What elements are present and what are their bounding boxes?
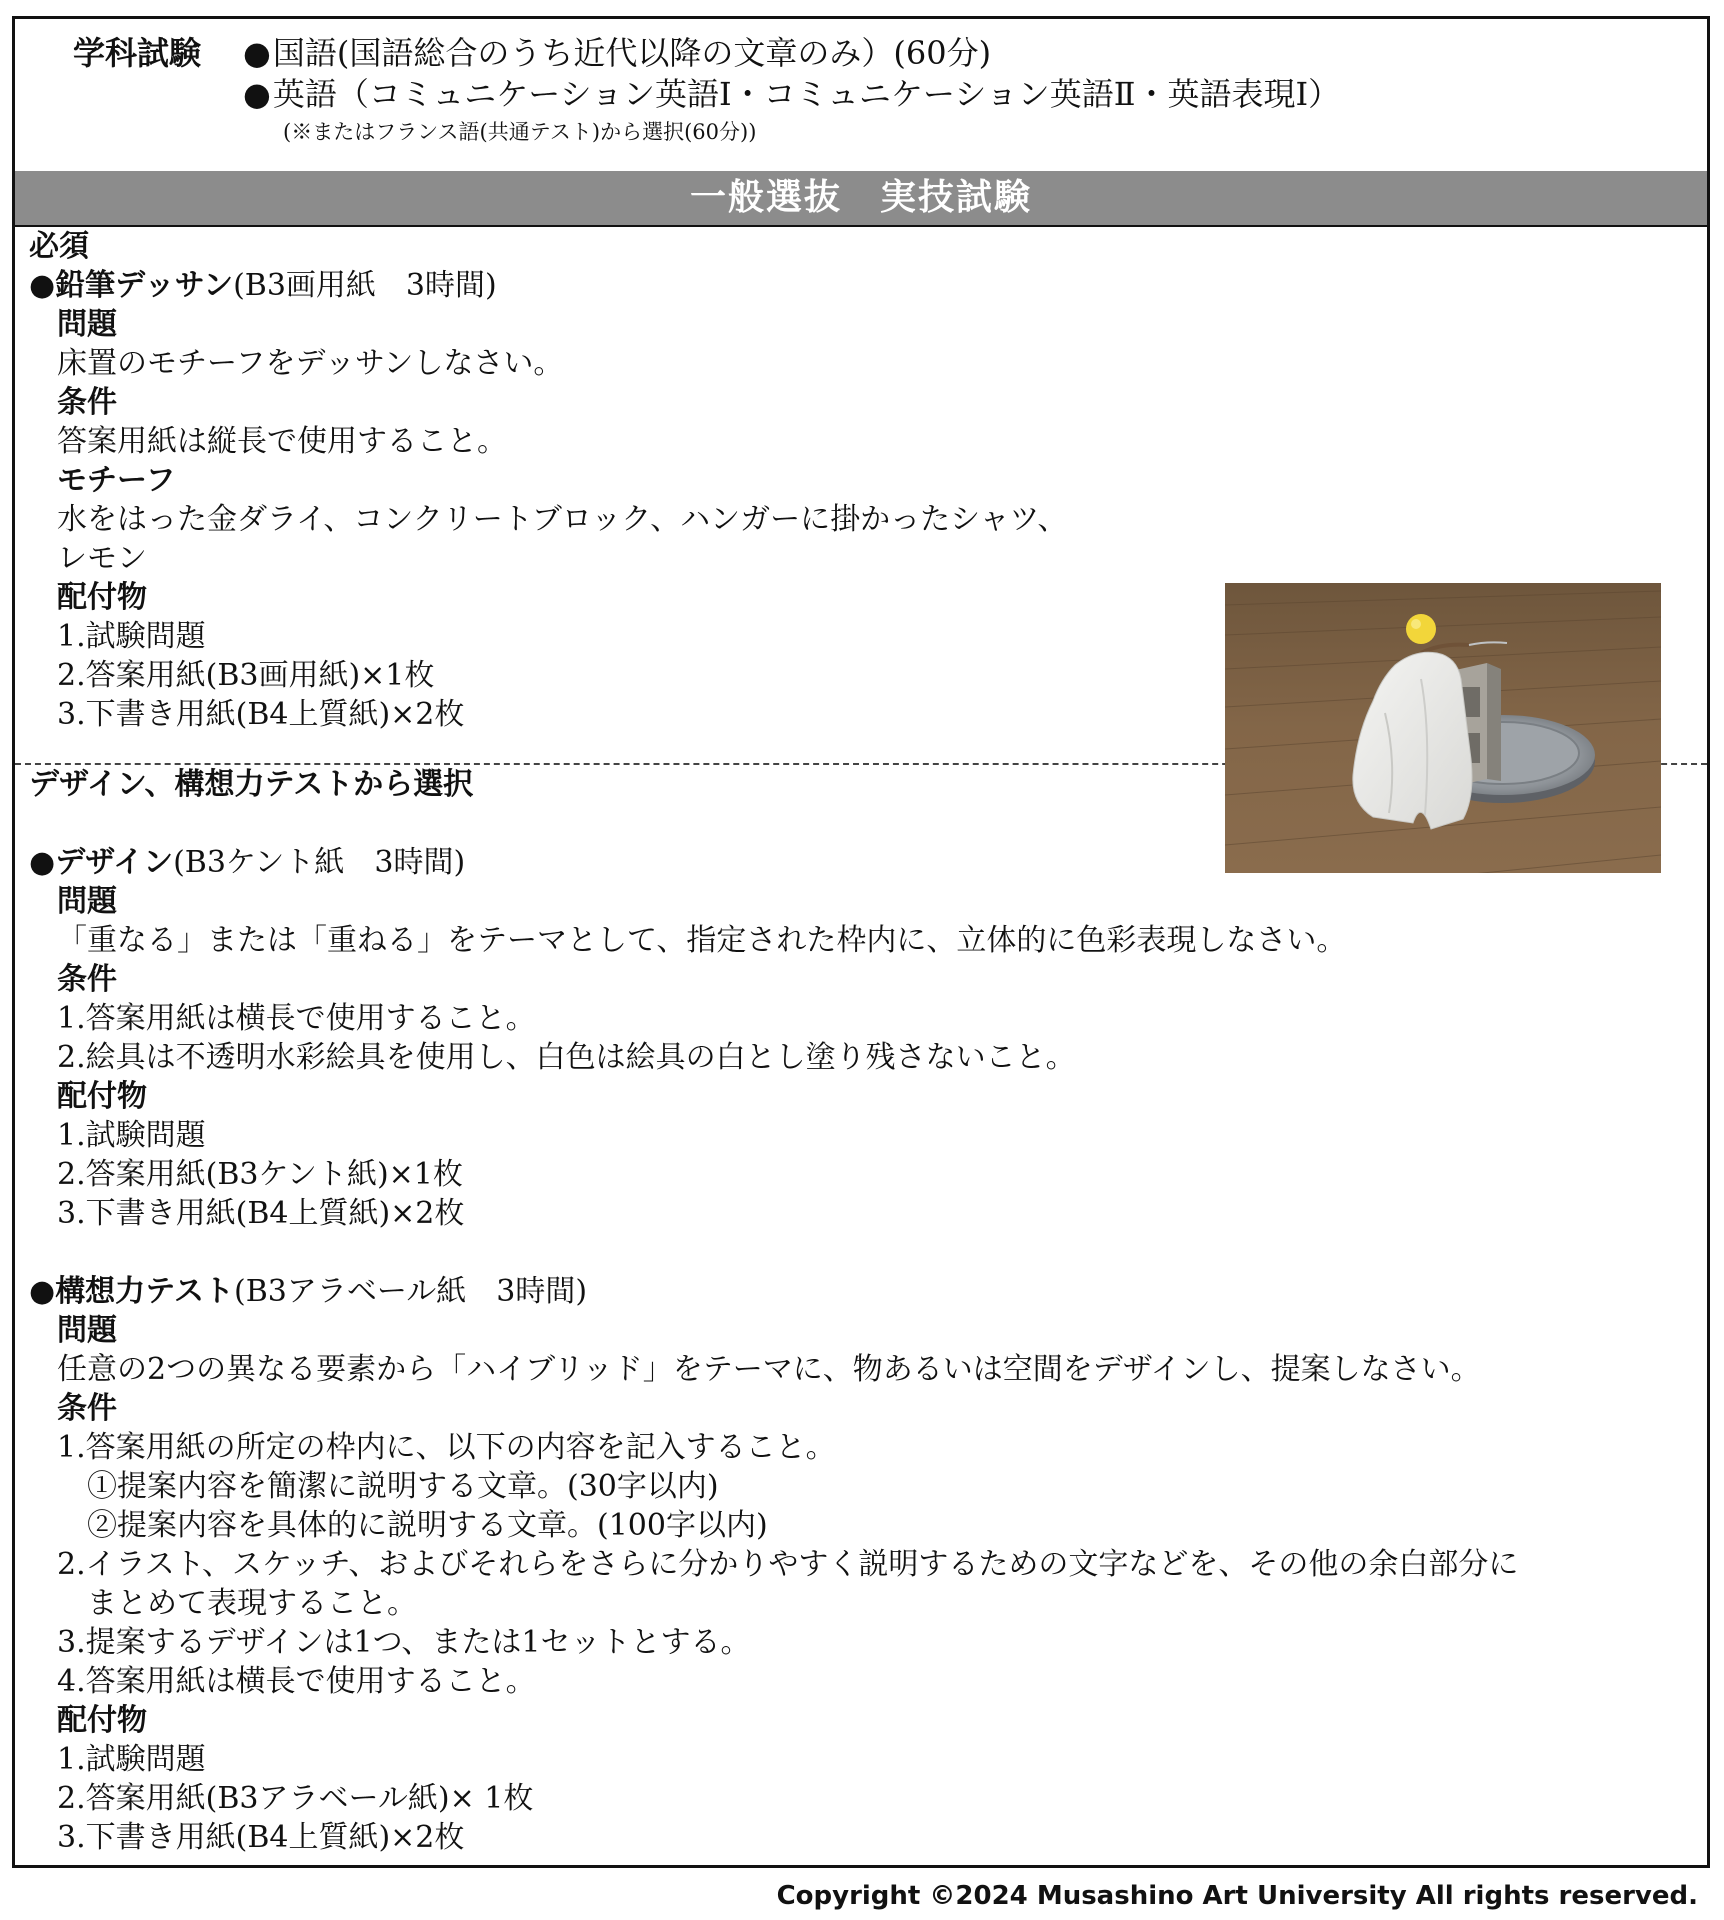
materials-item: 2.答案用紙(B3アラベール紙)× 1枚 — [57, 1781, 534, 1816]
pencil-drawing-title — [15, 266, 1707, 305]
condition-item: 1.答案用紙は横長で使用すること。 — [57, 1001, 536, 1036]
subject-exam-label: 学科試験 — [73, 34, 202, 72]
exam-sheet — [12, 16, 1710, 1868]
materials-item: 1.試験問題 — [57, 619, 206, 654]
choice-section — [15, 765, 1707, 1865]
materials-item: 3.下書き用紙(B4上質紙)×2枚 — [57, 1820, 465, 1855]
materials-item: 1.試験問題 — [57, 1742, 206, 1777]
lemon — [1406, 614, 1436, 644]
exam-content — [15, 227, 1707, 1865]
condition-item-continued: まとめて表現すること。 — [87, 1586, 417, 1621]
materials-label: 配付物 — [57, 1703, 147, 1738]
materials-item: 3.下書き用紙(B4上質紙)×2枚 — [57, 697, 465, 732]
problem-text: 「重なる」または「重ねる」をテーマとして、指定された枠内に、立体的に色彩表現しなさい。 — [57, 923, 1347, 958]
subject-exam-japanese — [243, 33, 1340, 74]
design-detail: (B3ケント紙 3時間) — [173, 845, 466, 880]
concept-test-detail: (B3アラベール紙 3時間) — [234, 1274, 588, 1309]
motif-label: モチーフ — [57, 463, 176, 498]
motif-photo — [1225, 583, 1661, 873]
practical-exam-banner: 一般選抜 実技試験 — [15, 171, 1707, 227]
problem-text: 床置のモチーフをデッサンしなさい。 — [57, 346, 564, 381]
pencil-drawing-detail: (B3画用紙 3時間) — [233, 268, 497, 303]
conditions-text: 答案用紙は縦長で使用すること。 — [57, 424, 507, 459]
condition-subitem: ①提案内容を簡潔に説明する文章。(30字以内) — [87, 1469, 719, 1504]
subject-exam-english — [243, 74, 1340, 115]
materials-label: 配付物 — [57, 580, 147, 615]
bullet-icon: ● — [29, 1274, 56, 1309]
subject-exam-note: (※またはフランス語(共通テスト)から選択(60分)) — [283, 120, 757, 144]
materials-label: 配付物 — [57, 1079, 147, 1114]
choice-heading: デザイン、構想力テストから選択 — [29, 767, 474, 802]
design-name: デザイン — [55, 845, 174, 880]
subject-exam-lines — [243, 33, 1340, 149]
motif-text-line2: レモン — [57, 541, 147, 576]
concept-test-title — [15, 1272, 1707, 1311]
condition-item: 4.答案用紙は横長で使用すること。 — [57, 1664, 536, 1699]
required-heading: 必須 — [29, 229, 89, 264]
materials-item: 3.下書き用紙(B4上質紙)×2枚 — [57, 1196, 465, 1231]
copyright-notice: Copyright ©2024 Musashino Art University All rights reserved. — [776, 1881, 1698, 1911]
spacer — [15, 1233, 1707, 1272]
motif-text-line1: 水をはった金ダライ、コンクリートブロック、ハンガーに掛かったシャツ、 — [57, 502, 1068, 537]
bullet-icon: ● — [29, 268, 56, 303]
condition-subitem: ②提案内容を具体的に説明する文章。(100字以内) — [87, 1508, 768, 1543]
conditions-label: 条件 — [57, 962, 117, 997]
pencil-drawing-name: 鉛筆デッサン — [55, 268, 234, 303]
subject-exam-block — [15, 19, 1707, 173]
concept-test-name: 構想力テスト — [55, 1274, 234, 1309]
problem-text: 任意の2つの異なる要素から「ハイブリッド」をテーマに、物あるいは空間をデザインし、提案しなさい。 — [57, 1352, 1481, 1387]
conditions-label: 条件 — [57, 1391, 117, 1426]
conditions-label: 条件 — [57, 385, 117, 420]
condition-item: 3.提案するデザインは1つ、または1セットとする。 — [57, 1625, 751, 1660]
subject-exam-japanese-text: 国語(国語総合のうち近代以降の文章のみ）(60分) — [272, 34, 992, 72]
condition-item: 1.答案用紙の所定の枠内に、以下の内容を記入すること。 — [57, 1430, 836, 1465]
materials-item: 1.試験問題 — [57, 1118, 206, 1153]
bullet-icon: ● — [243, 75, 271, 113]
problem-label: 問題 — [57, 307, 117, 342]
problem-label: 問題 — [57, 884, 117, 919]
materials-item: 2.答案用紙(B3画用紙)×1枚 — [57, 658, 435, 693]
bullet-icon: ● — [243, 34, 271, 72]
condition-item: 2.絵具は不透明水彩絵具を使用し、白色は絵具の白とし塗り残さないこと。 — [57, 1040, 1076, 1075]
bullet-icon: ● — [29, 845, 56, 880]
subject-exam-english-text: 英語（コミュニケーション英語Ⅰ・コミュニケーション英語Ⅱ・英語表現Ⅰ） — [272, 75, 1341, 113]
problem-label: 問題 — [57, 1313, 117, 1348]
choice-text — [15, 765, 1707, 1857]
condition-item: 2.イラスト、スケッチ、およびそれらをさらに分かりやすく説明するための文字などを、その他の余白部分に — [57, 1547, 1519, 1582]
materials-item: 2.答案用紙(B3ケント紙)×1枚 — [57, 1157, 463, 1192]
